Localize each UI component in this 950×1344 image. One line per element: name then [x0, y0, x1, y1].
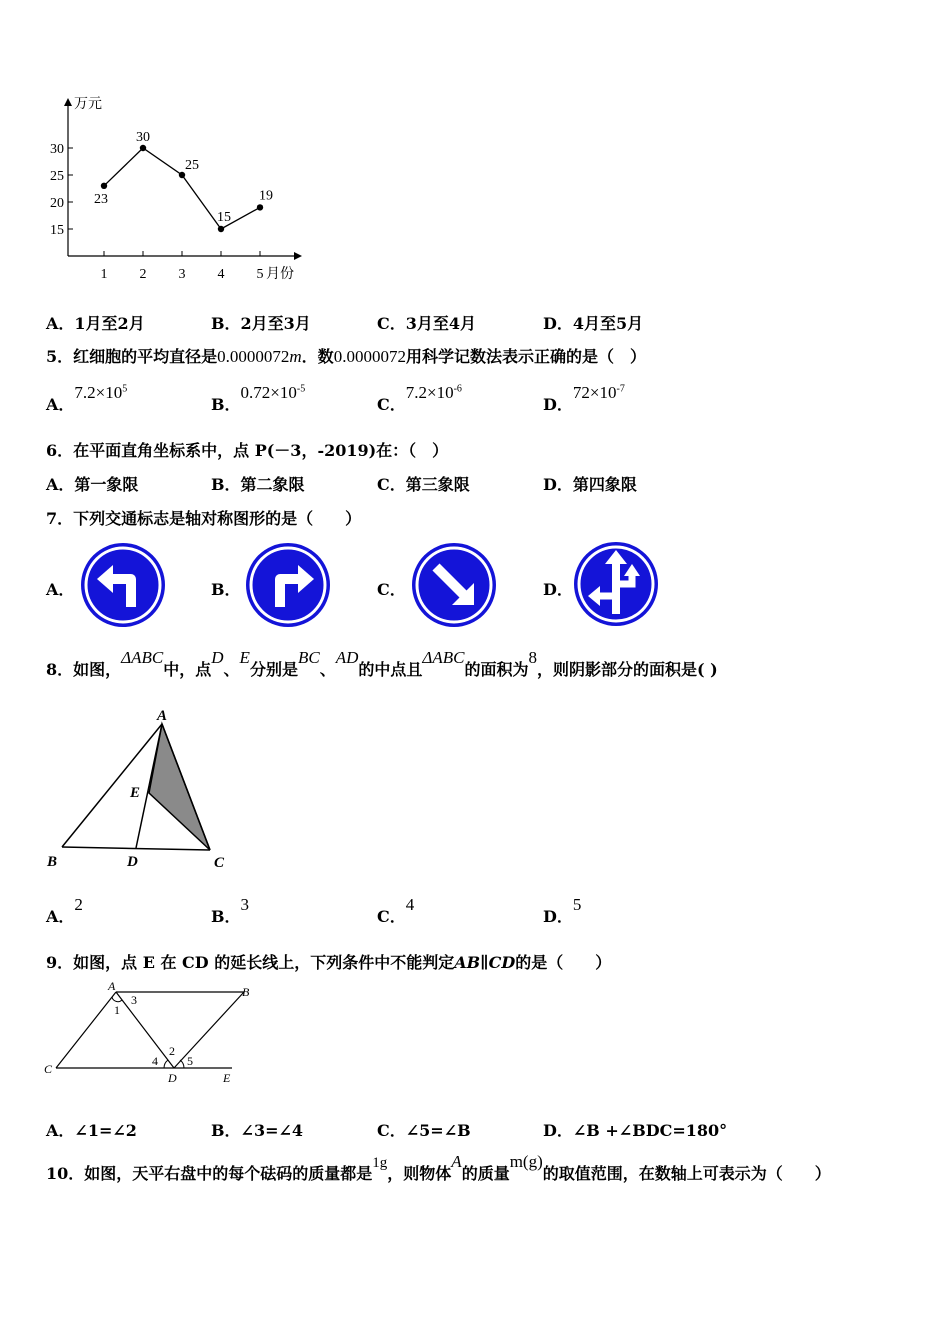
- label-e: E: [223, 1071, 231, 1085]
- data-point: [140, 145, 146, 151]
- q8-option-a[interactable]: A．2: [46, 895, 83, 926]
- q9-question: 9．如图，点 E 在 CD 的延长线上，下列条件中不能判定AB∥CD的是（ ）: [46, 953, 612, 972]
- label-c: C: [44, 1062, 53, 1076]
- parallelogram-figure: [40, 978, 250, 1088]
- q8-option-c[interactable]: C．4: [377, 895, 415, 926]
- y-tick-label: 30: [50, 142, 64, 157]
- x-axis-arrow-icon: [294, 252, 302, 260]
- q6-option-a[interactable]: A．第一象限: [46, 475, 139, 494]
- q8-option-d[interactable]: D．5: [543, 895, 582, 926]
- data-label: 30: [136, 130, 150, 145]
- angle-2-label: 2: [169, 1044, 175, 1058]
- q9-option-c[interactable]: C．∠5=∠B: [377, 1121, 471, 1140]
- label-b: B: [47, 854, 58, 870]
- q7-question: 7．下列交通标志是轴对称图形的是（ ）: [46, 509, 362, 528]
- q5-option-a[interactable]: A．$7.2\times 10^5$: [46, 383, 128, 414]
- turn-right-sign-icon[interactable]: [244, 541, 332, 629]
- q6-option-d[interactable]: D．第四象限: [543, 475, 637, 494]
- y-tick-label: 20: [50, 196, 64, 211]
- y-tick-label: 25: [50, 169, 64, 184]
- y-axis-arrow-icon: [64, 98, 72, 106]
- label-d: D: [127, 854, 138, 870]
- q6-option-b[interactable]: B．第二象限: [211, 475, 305, 494]
- q7-option-d-letter[interactable]: D．: [543, 580, 573, 599]
- label-a: A: [108, 979, 116, 993]
- q4-option-a[interactable]: A．1月至2月: [46, 314, 145, 333]
- q7-option-c-letter[interactable]: C．: [377, 580, 406, 599]
- data-point: [257, 204, 263, 210]
- angle-3-label: 3: [131, 993, 137, 1007]
- q8-option-b[interactable]: B．3: [211, 895, 250, 926]
- label-d: D: [168, 1071, 177, 1085]
- data-label: 15: [217, 210, 231, 225]
- x-tick-label: 2: [139, 267, 147, 282]
- q4-option-b[interactable]: B．2月至3月: [211, 314, 311, 333]
- diagonal-arrow-sign-icon[interactable]: [410, 541, 498, 629]
- label-a: A: [157, 708, 168, 724]
- q5-question: 5．红细胞的平均直径是0.0000072m．数0.0000072用科学记数法表示正确的是（ ）: [46, 347, 646, 366]
- y-tick-label: 15: [50, 223, 64, 238]
- label-e: E: [130, 785, 141, 801]
- data-line: [104, 148, 260, 229]
- data-label: 19: [259, 188, 273, 204]
- label-b: B: [242, 985, 250, 999]
- data-point: [218, 226, 224, 232]
- q9-option-d[interactable]: D．∠B +∠BDC=180°: [543, 1121, 728, 1140]
- angle-5-label: 5: [187, 1054, 193, 1068]
- x-tick-label: 5: [256, 267, 264, 282]
- data-label: 23: [94, 191, 108, 207]
- q4-option-d[interactable]: D．4月至5月: [543, 314, 644, 333]
- q6-option-c[interactable]: C．第三象限: [377, 475, 470, 494]
- q10-question: 10．如图，天平右盘中的每个砝码的质量都是1g，则物体A的质量m(g)的取值范围，在数轴上可表示为（ ）: [46, 1152, 831, 1183]
- angle-1-label: 1: [114, 1003, 120, 1017]
- revenue-line-chart: [40, 92, 320, 292]
- label-c: C: [214, 855, 225, 871]
- turn-left-sign-icon[interactable]: [79, 541, 167, 629]
- triangle-abc-figure: [40, 700, 240, 875]
- q4-option-c[interactable]: C．3月至4月: [377, 314, 477, 333]
- y-axis-label: 万元: [74, 97, 102, 112]
- x-axis-label: 月份: [266, 267, 294, 282]
- angle-4-label: 4: [152, 1054, 158, 1068]
- q7-option-b-letter[interactable]: B．: [211, 580, 241, 599]
- q7-option-a-letter[interactable]: A．: [46, 580, 75, 599]
- q9-option-b[interactable]: B．∠3=∠4: [211, 1121, 304, 1140]
- x-tick-label: 1: [100, 267, 108, 282]
- data-point: [101, 183, 107, 189]
- x-tick-label: 4: [217, 267, 225, 282]
- q5-option-c[interactable]: C．$7.2\times 10^{-6}$: [377, 383, 462, 414]
- q6-question: 6．在平面直角坐标系中，点 P(－3，-2019)在：（ ）: [46, 441, 449, 460]
- q5-option-b[interactable]: B．$0.72\times 10^{-5}$: [211, 383, 306, 414]
- q9-option-a[interactable]: A．∠1=∠2: [46, 1121, 137, 1140]
- q8-question: 8．如图，ΔABC中，点D、E分别是BC、AD的中点且ΔABC的面积为8，则阴影部分的面积是( ): [46, 648, 718, 679]
- q5-option-d[interactable]: D．$72\times 10^{-7}$: [543, 383, 625, 414]
- x-tick-label: 3: [178, 267, 186, 282]
- data-label: 25: [185, 158, 199, 173]
- straight-or-turn-sign-icon[interactable]: [572, 540, 660, 628]
